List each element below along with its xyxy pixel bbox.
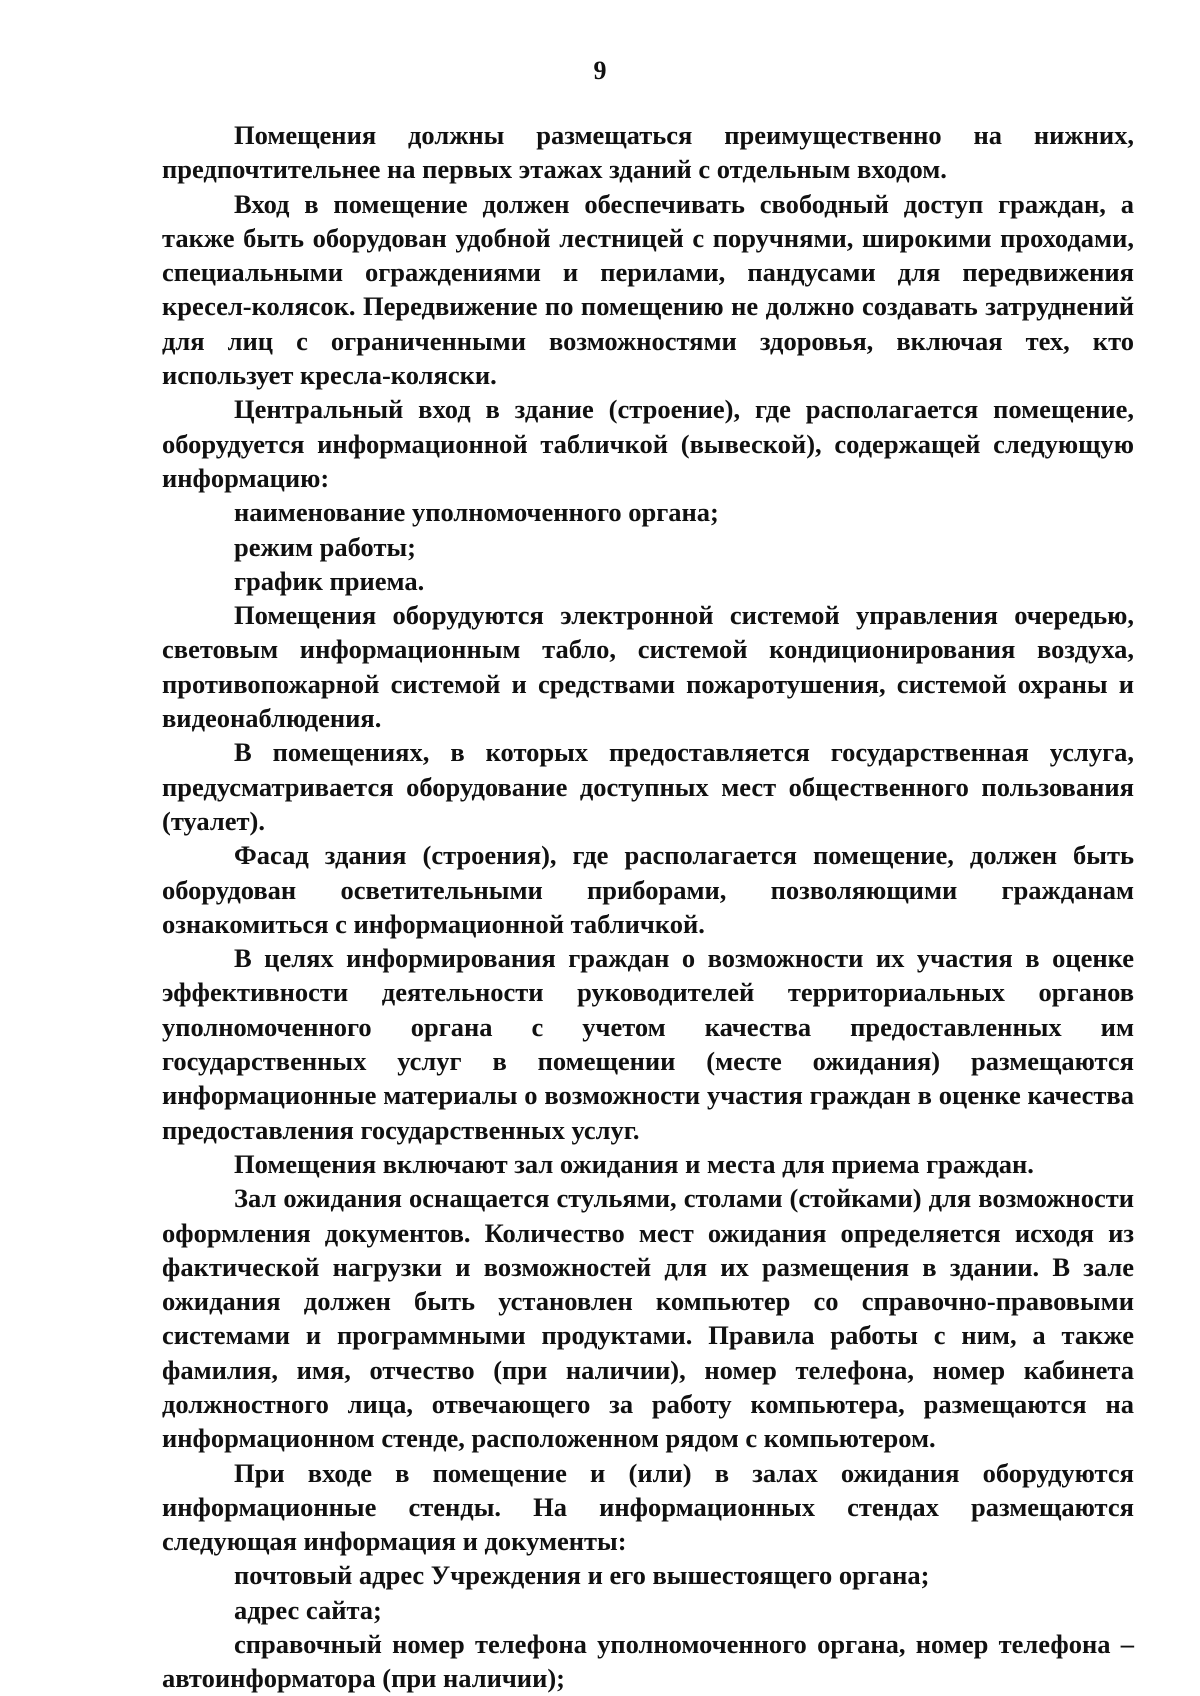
paragraph-facade-lighting: Фасад здания (строения), где располагается помещение, должен быть оборудован осветительными приборами, позволяющими гражданам ознакомиться с информационной табличкой. <box>162 840 1134 939</box>
list-item-work-schedule: режим работы; <box>234 531 416 562</box>
document-body <box>162 118 1134 1696</box>
paragraph-waiting-hall: Помещения включают зал ожидания и места для приема граждан. <box>234 1148 1034 1179</box>
list-item-postal-address: почтовый адрес Учреждения и его вышестоящего органа; <box>234 1560 930 1591</box>
list-item-phone-number: справочный номер телефона уполномоченного органа, номер телефона – автоинформатора (при наличии); <box>162 1629 1134 1694</box>
paragraph-info-stands: При входе в помещение и (или) в залах ожидания оборудуются информационные стенды. На информационных стендах размещаются следующая информация и документы: <box>162 1457 1134 1557</box>
paragraph-entrance-access: Вход в помещение должен обеспечивать свободный доступ граждан, а также быть оборудован удобной лестницей с поручнями, широкими проходами, специальными ограждениями и перилами, пандусами для передвижения кресел-колясок. Передвижение по помещению не должно создавать затруднений для лиц с ограниченными возможностями здоровья, включая тех, кто использует кресла-коляски. <box>162 188 1134 391</box>
list-item-authority-name: наименование уполномоченного органа; <box>234 497 719 528</box>
page-number: 9 <box>593 56 607 85</box>
paragraph-premises-location: Помещения должны размещаться преимущественно на нижних, предпочтительнее на первых этажах зданий с отдельным входом. <box>162 120 1134 185</box>
paragraph-central-entrance-sign: Центральный вход в здание (строение), где располагается помещение, оборудуется информационной табличкой (вывеской), содержащей следующую информацию: <box>162 394 1134 493</box>
list-item-website-address: адрес сайта; <box>234 1594 382 1625</box>
paragraph-public-facilities: В помещениях, в которых предоставляется государственная услуга, предусматривается оборудование доступных мест общественного пользования (туалет). <box>162 737 1134 836</box>
paragraph-quality-assessment: В целях информирования граждан о возможности их участия в оценке эффективности деятельности руководителей территориальных органов уполномоченного органа с учетом качества предоставленных им государственных услуг в помещении (месте ожидания) размещаются информационные материалы о возможности участия граждан в оценке качества предоставления государственных услуг. <box>162 943 1134 1145</box>
paragraph-equipment: Помещения оборудуются электронной системой управления очередью, световым информационным табло, системой кондиционирования воздуха, противопожарной системой и средствами пожаротушения, системой охраны и видеонаблюдения. <box>162 600 1134 734</box>
paragraph-waiting-hall-equipment: Зал ожидания оснащается стульями, столами (стойками) для возможности оформления документов. Количество мест ожидания определяется исходя из фактической нагрузки и возможностей для их размещения в здании. В зале ожидания должен быть установлен компьютер со справочно-правовыми системами и программными продуктами. Правила работы с ним, а также фамилия, имя, отчество (при наличии), номер телефона, номер кабинета должностного лица, отвечающего за работу компьютера, размещаются на информационном стенде, расположенном рядом с компьютером. <box>162 1183 1134 1454</box>
list-item-reception-schedule: график приема. <box>234 565 425 596</box>
